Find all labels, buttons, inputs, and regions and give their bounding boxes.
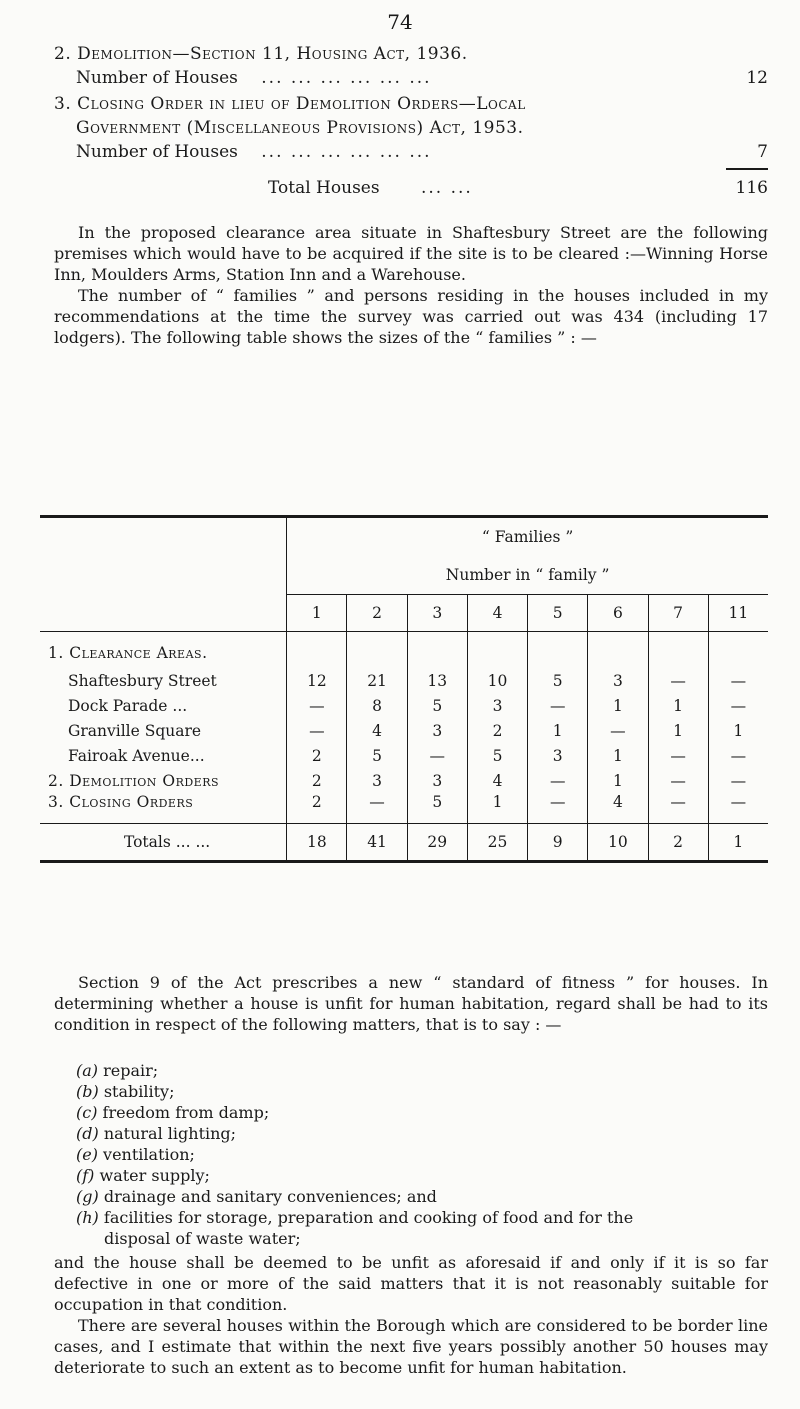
total-cell: 18	[287, 824, 347, 862]
list-item: (f) water supply;	[76, 1166, 210, 1185]
header-number-in-family: Number in “ family ”	[287, 556, 768, 595]
cell: —	[407, 743, 467, 768]
cell: —	[588, 718, 648, 743]
row-label: Fairoak Avenue...	[68, 746, 205, 765]
list-item: (d) natural lighting;	[76, 1124, 237, 1143]
item-3-title-line2: Government (Miscellaneous Provisions) Act, 1953.	[76, 118, 524, 138]
item-2-title-text: Demolition—Section 11, Housing Act, 1936.	[77, 44, 468, 64]
cell: —	[708, 743, 768, 768]
totals-row	[40, 824, 768, 862]
cell: 4	[467, 768, 527, 793]
cell: 5	[528, 668, 588, 693]
cell: 5	[347, 743, 407, 768]
table-row	[40, 793, 768, 824]
closing-paragraphs	[54, 1252, 768, 1378]
cell: 1	[588, 693, 648, 718]
col-header-1: 1	[287, 595, 347, 632]
col-header-11: 11	[708, 595, 768, 632]
cell: 8	[347, 693, 407, 718]
item-2-label: Number of Houses	[76, 68, 238, 88]
cell: —	[528, 793, 588, 824]
sum-rule	[726, 168, 768, 170]
item-2-dots: ... ... ... ... ... ...	[261, 68, 432, 88]
cell: —	[648, 768, 708, 793]
item-3-value: 7	[757, 142, 768, 162]
families-table	[40, 515, 768, 863]
col-header-3: 3	[407, 595, 467, 632]
item-2-row	[76, 68, 432, 88]
list-item: (e) ventilation;	[76, 1145, 195, 1164]
cell: 13	[407, 668, 467, 693]
cell: 3	[467, 693, 527, 718]
cell: —	[708, 668, 768, 693]
total-row	[268, 178, 473, 198]
cell: 3	[528, 743, 588, 768]
cell: 1	[648, 693, 708, 718]
cell: 4	[588, 793, 648, 824]
cell: 1	[588, 743, 648, 768]
paragraph-border-line-cases: There are several houses within the Borough which are considered to be border line cases, and I estimate that within the next five years possibly another 50 houses may deteriorate to such an extent as to become unfit for human habitation.	[54, 1316, 768, 1377]
total-dots: ... ...	[421, 178, 473, 198]
item-3-number: 3.	[54, 94, 72, 114]
paragraph-section-9: Section 9 of the Act prescribes a new “ standard of fitness ” for houses. In determining whether a house is unfit for human habitation, regard shall be had to its condition in respect of the following matters, that is to say : —	[54, 973, 768, 1034]
matters-list	[76, 1060, 776, 1249]
cell: —	[708, 693, 768, 718]
cell: —	[708, 768, 768, 793]
intro-paragraphs	[54, 222, 768, 348]
item-2-value: 12	[746, 68, 768, 88]
cell: 21	[347, 668, 407, 693]
row-label: Granville Square	[68, 721, 202, 740]
total-cell: 1	[708, 824, 768, 862]
total-cell: 9	[528, 824, 588, 862]
cell: 12	[287, 668, 347, 693]
paragraph-clearance: In the proposed clearance area situate in Shaftesbury Street are the following premises which would have to be acquired if the site is to be cleared :—Winning Horse Inn, Moulders Arms, Station Inn and a Warehouse.	[54, 223, 768, 284]
cell: —	[708, 793, 768, 824]
col-header-2: 2	[347, 595, 407, 632]
total-value: 116	[735, 178, 768, 198]
cell: 1	[467, 793, 527, 824]
cell: 1	[528, 718, 588, 743]
standard-of-fitness-paragraph	[54, 972, 768, 1035]
cell: 3	[407, 768, 467, 793]
cell: —	[648, 668, 708, 693]
item-3-label: Number of Houses	[76, 142, 238, 162]
cell: 5	[407, 693, 467, 718]
col-header-6: 6	[588, 595, 648, 632]
cell: 3	[347, 768, 407, 793]
item-3-title-text-1: Closing Order in lieu of Demolition Orders—Local	[77, 94, 526, 114]
row-label: 3. Closing Orders	[48, 793, 194, 811]
table-row	[40, 768, 768, 793]
row-label: Dock Parade ...	[68, 696, 188, 715]
cell: 3	[407, 718, 467, 743]
cell: 2	[467, 718, 527, 743]
table-row	[40, 693, 768, 718]
table-row	[40, 718, 768, 743]
table-row	[40, 743, 768, 768]
cell: 10	[467, 668, 527, 693]
row-label: 2. Demolition Orders	[48, 771, 220, 790]
cell: —	[648, 793, 708, 824]
cell: —	[287, 718, 347, 743]
cell: 4	[347, 718, 407, 743]
cell: 5	[407, 793, 467, 824]
table-row	[40, 668, 768, 693]
list-item: (b) stability;	[76, 1082, 175, 1101]
table-corner	[40, 517, 287, 557]
cell: 1	[588, 768, 648, 793]
total-label: Total Houses	[268, 178, 380, 198]
cell: —	[528, 768, 588, 793]
item-3-dots: ... ... ... ... ... ...	[261, 142, 432, 162]
col-header-4: 4	[467, 595, 527, 632]
item-2-number: 2.	[54, 44, 72, 64]
list-item: (a) repair;	[76, 1061, 159, 1080]
item-3-title-line1	[54, 94, 526, 114]
total-cell: 10	[588, 824, 648, 862]
totals-label: Totals ... ...	[40, 824, 287, 862]
section-clearance-areas	[40, 632, 768, 669]
table-header-row-2	[40, 556, 768, 595]
cell: —	[528, 693, 588, 718]
cell: —	[648, 743, 708, 768]
cell: 3	[588, 668, 648, 693]
list-item: (c) freedom from damp;	[76, 1103, 270, 1122]
total-cell: 29	[407, 824, 467, 862]
cell: 5	[467, 743, 527, 768]
cell: 2	[287, 793, 347, 824]
total-cell: 2	[648, 824, 708, 862]
header-families: “ Families ”	[287, 517, 768, 557]
paragraph-families: The number of “ families ” and persons residing in the houses included in my recommendations at the time the survey was carried out was 434 (including 17 lodgers). The following table shows the sizes of the “ families ” : —	[54, 286, 768, 347]
table-header-row-1	[40, 517, 768, 557]
item-2-title	[54, 44, 468, 64]
cell: —	[347, 793, 407, 824]
paragraph-unfit-definition: and the house shall be deemed to be unfit as aforesaid if and only if it is so far defective in one or more of the said matters that it is not reasonably suitable for occupation in that condition.	[54, 1253, 768, 1314]
total-cell: 25	[467, 824, 527, 862]
page-number: 74	[387, 10, 413, 34]
list-item: (g) drainage and sanitary conveniences; and	[76, 1187, 437, 1206]
list-item-continuation: disposal of waste water;	[104, 1229, 301, 1248]
row-label: Shaftesbury Street	[68, 671, 217, 690]
cell: 1	[648, 718, 708, 743]
col-header-5: 5	[528, 595, 588, 632]
item-3-row	[76, 142, 432, 162]
cell: —	[287, 693, 347, 718]
col-header-7: 7	[648, 595, 708, 632]
table-column-headers	[40, 595, 768, 632]
total-cell: 41	[347, 824, 407, 862]
cell: 2	[287, 743, 347, 768]
cell: 1	[708, 718, 768, 743]
section-label-clearance: 1. Clearance Areas.	[48, 644, 208, 662]
list-item: (h) facilities for storage, preparation and cooking of food and for the	[76, 1208, 634, 1227]
cell: 2	[287, 768, 347, 793]
